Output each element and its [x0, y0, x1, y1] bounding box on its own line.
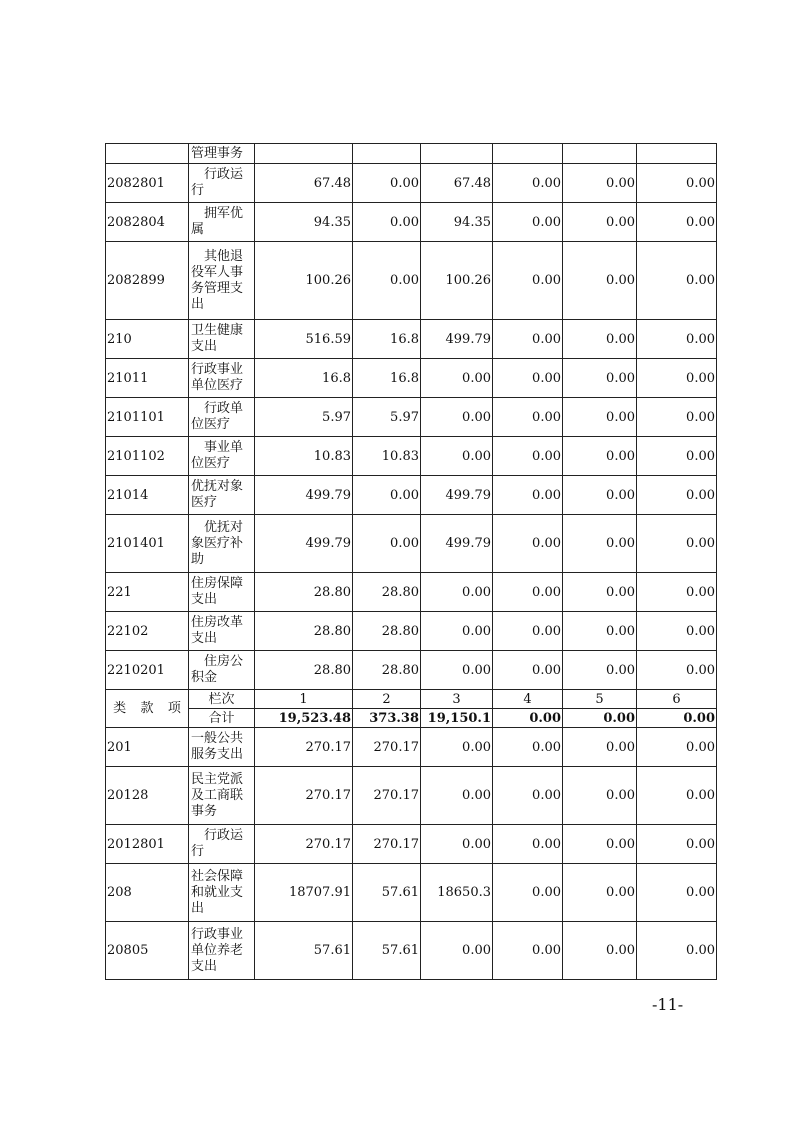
table-row	[106, 515, 717, 573]
amount-cell: 0.00	[421, 728, 493, 767]
amount-cell: 499.79	[421, 476, 493, 515]
amount-cell: 0.00	[421, 359, 493, 398]
amount-cell: 0.00	[493, 398, 563, 437]
table-row	[106, 242, 717, 320]
amount-cell: 516.59	[255, 320, 353, 359]
subject-code: 221	[106, 573, 189, 612]
subject-name: 卫生健康支出	[189, 320, 255, 359]
amount-cell: 0.00	[493, 164, 563, 203]
table-row	[106, 573, 717, 612]
subject-code: 2082899	[106, 242, 189, 320]
amount-cell: 0.00	[563, 573, 637, 612]
total-value: 373.38	[353, 709, 421, 728]
column-number: 3	[421, 690, 493, 709]
subject-code: 2101101	[106, 398, 189, 437]
amount-cell	[637, 144, 717, 164]
amount-cell: 28.80	[255, 612, 353, 651]
amount-cell: 0.00	[493, 825, 563, 864]
table-row	[106, 825, 717, 864]
amount-cell: 16.8	[353, 359, 421, 398]
page-number: -11-	[652, 995, 684, 1014]
rows-before-header	[106, 144, 717, 690]
amount-cell: 0.00	[421, 573, 493, 612]
subject-code: 21011	[106, 359, 189, 398]
amount-cell: 0.00	[493, 922, 563, 980]
amount-cell: 0.00	[637, 864, 717, 922]
amount-cell: 0.00	[637, 359, 717, 398]
amount-cell	[353, 144, 421, 164]
table-row	[106, 203, 717, 242]
amount-cell	[255, 144, 353, 164]
amount-cell: 10.83	[255, 437, 353, 476]
amount-cell	[421, 144, 493, 164]
amount-cell: 0.00	[421, 437, 493, 476]
subject-name: 社会保障和就业支出	[189, 864, 255, 922]
header-kuan: 款	[140, 701, 154, 716]
amount-cell: 0.00	[493, 651, 563, 690]
amount-cell: 100.26	[255, 242, 353, 320]
total-value: 0.00	[563, 709, 637, 728]
amount-cell: 270.17	[353, 728, 421, 767]
amount-cell: 0.00	[637, 203, 717, 242]
table-row	[106, 864, 717, 922]
header-xiang: 项	[167, 701, 181, 716]
column-index-row	[106, 690, 717, 709]
table-row	[106, 144, 717, 164]
total-row	[106, 709, 717, 728]
amount-cell: 67.48	[421, 164, 493, 203]
amount-cell: 0.00	[637, 320, 717, 359]
amount-cell: 270.17	[255, 767, 353, 825]
amount-cell: 28.80	[255, 573, 353, 612]
amount-cell: 0.00	[563, 612, 637, 651]
subject-name: 管理事务	[189, 144, 255, 164]
amount-cell: 28.80	[353, 612, 421, 651]
amount-cell: 0.00	[563, 359, 637, 398]
amount-cell: 0.00	[421, 651, 493, 690]
amount-cell: 499.79	[255, 476, 353, 515]
table-row	[106, 398, 717, 437]
amount-cell: 0.00	[493, 203, 563, 242]
column-number: 4	[493, 690, 563, 709]
amount-cell: 0.00	[563, 767, 637, 825]
amount-cell: 270.17	[255, 825, 353, 864]
table-row	[106, 767, 717, 825]
amount-cell: 0.00	[421, 767, 493, 825]
amount-cell: 0.00	[563, 242, 637, 320]
amount-cell: 0.00	[637, 651, 717, 690]
classification-header-cell	[106, 690, 189, 728]
amount-cell: 5.97	[353, 398, 421, 437]
amount-cell: 28.80	[353, 651, 421, 690]
amount-cell: 0.00	[563, 515, 637, 573]
subject-name: 其他退役军人事务管理支出	[189, 242, 255, 320]
table-row	[106, 359, 717, 398]
amount-cell: 94.35	[421, 203, 493, 242]
amount-cell: 0.00	[493, 864, 563, 922]
amount-cell: 270.17	[255, 728, 353, 767]
subject-name: 一般公共服务支出	[189, 728, 255, 767]
amount-cell: 0.00	[563, 398, 637, 437]
subject-name: 行政事业单位医疗	[189, 359, 255, 398]
subject-name: 拥军优属	[189, 203, 255, 242]
amount-cell: 0.00	[493, 515, 563, 573]
amount-cell: 0.00	[563, 203, 637, 242]
amount-cell: 0.00	[637, 728, 717, 767]
amount-cell: 0.00	[493, 612, 563, 651]
amount-cell: 0.00	[637, 164, 717, 203]
amount-cell: 0.00	[353, 515, 421, 573]
amount-cell: 94.35	[255, 203, 353, 242]
amount-cell: 270.17	[353, 825, 421, 864]
amount-cell: 0.00	[563, 320, 637, 359]
amount-cell: 0.00	[493, 320, 563, 359]
amount-cell: 0.00	[637, 825, 717, 864]
amount-cell	[493, 144, 563, 164]
amount-cell: 0.00	[637, 476, 717, 515]
amount-cell: 0.00	[637, 437, 717, 476]
table-row	[106, 320, 717, 359]
subject-name: 优抚对象医疗补助	[189, 515, 255, 573]
table-row	[106, 651, 717, 690]
amount-cell: 10.83	[353, 437, 421, 476]
total-value: 0.00	[637, 709, 717, 728]
subject-name: 住房公积金	[189, 651, 255, 690]
rows-after-header	[106, 728, 717, 980]
table-row	[106, 476, 717, 515]
amount-cell: 57.61	[353, 922, 421, 980]
amount-cell: 5.97	[255, 398, 353, 437]
subject-code	[106, 144, 189, 164]
amount-cell: 16.8	[353, 320, 421, 359]
amount-cell: 0.00	[563, 825, 637, 864]
amount-cell: 0.00	[421, 398, 493, 437]
amount-cell: 0.00	[353, 203, 421, 242]
amount-cell: 0.00	[637, 398, 717, 437]
amount-cell: 0.00	[637, 922, 717, 980]
subject-code: 2101401	[106, 515, 189, 573]
amount-cell: 0.00	[493, 728, 563, 767]
amount-cell: 0.00	[563, 476, 637, 515]
column-number: 6	[637, 690, 717, 709]
amount-cell: 57.61	[255, 922, 353, 980]
amount-cell: 270.17	[353, 767, 421, 825]
subject-name: 民主党派及工商联事务	[189, 767, 255, 825]
column-number: 1	[255, 690, 353, 709]
subject-name: 行政运行	[189, 164, 255, 203]
subject-name: 行政事业单位养老支出	[189, 922, 255, 980]
amount-cell: 0.00	[493, 437, 563, 476]
subject-code: 2101102	[106, 437, 189, 476]
amount-cell: 0.00	[563, 437, 637, 476]
amount-cell: 0.00	[493, 242, 563, 320]
amount-cell: 28.80	[353, 573, 421, 612]
amount-cell: 0.00	[421, 825, 493, 864]
column-header-block	[106, 690, 717, 728]
amount-cell: 0.00	[493, 359, 563, 398]
subject-code: 2210201	[106, 651, 189, 690]
subject-code: 2012801	[106, 825, 189, 864]
subject-name: 事业单位医疗	[189, 437, 255, 476]
subject-code: 20128	[106, 767, 189, 825]
subject-code: 20805	[106, 922, 189, 980]
amount-cell: 0.00	[353, 242, 421, 320]
amount-cell: 0.00	[493, 767, 563, 825]
subject-code: 2082804	[106, 203, 189, 242]
amount-cell: 0.00	[563, 651, 637, 690]
amount-cell: 57.61	[353, 864, 421, 922]
column-number: 5	[563, 690, 637, 709]
table-row	[106, 164, 717, 203]
subject-code: 21014	[106, 476, 189, 515]
amount-cell: 67.48	[255, 164, 353, 203]
amount-cell: 100.26	[421, 242, 493, 320]
subject-code: 210	[106, 320, 189, 359]
subject-name: 优抚对象医疗	[189, 476, 255, 515]
amount-cell: 0.00	[421, 612, 493, 651]
column-index-label: 栏次	[189, 690, 255, 709]
amount-cell: 18650.3	[421, 864, 493, 922]
amount-cell: 18707.91	[255, 864, 353, 922]
amount-cell: 0.00	[637, 515, 717, 573]
amount-cell: 0.00	[421, 922, 493, 980]
amount-cell: 499.79	[255, 515, 353, 573]
subject-name: 行政单位医疗	[189, 398, 255, 437]
amount-cell: 0.00	[493, 573, 563, 612]
amount-cell: 499.79	[421, 320, 493, 359]
table-row	[106, 437, 717, 476]
table-row	[106, 612, 717, 651]
total-value: 0.00	[493, 709, 563, 728]
amount-cell: 0.00	[493, 476, 563, 515]
amount-cell: 0.00	[637, 612, 717, 651]
total-value: 19,523.48	[255, 709, 353, 728]
budget-table	[105, 143, 717, 980]
amount-cell: 0.00	[563, 164, 637, 203]
total-value: 19,150.1	[421, 709, 493, 728]
amount-cell: 0.00	[637, 242, 717, 320]
amount-cell: 28.80	[255, 651, 353, 690]
amount-cell: 0.00	[353, 164, 421, 203]
amount-cell: 0.00	[563, 728, 637, 767]
amount-cell: 0.00	[637, 767, 717, 825]
header-lei: 类	[113, 701, 127, 716]
subject-code: 2082801	[106, 164, 189, 203]
total-label: 合计	[189, 709, 255, 728]
subject-name: 行政运行	[189, 825, 255, 864]
subject-name: 住房改革支出	[189, 612, 255, 651]
amount-cell: 0.00	[563, 922, 637, 980]
column-number: 2	[353, 690, 421, 709]
amount-cell	[563, 144, 637, 164]
amount-cell: 0.00	[637, 573, 717, 612]
amount-cell: 0.00	[563, 864, 637, 922]
amount-cell: 16.8	[255, 359, 353, 398]
table-row	[106, 922, 717, 980]
subject-code: 22102	[106, 612, 189, 651]
subject-code: 201	[106, 728, 189, 767]
amount-cell: 0.00	[353, 476, 421, 515]
subject-code: 208	[106, 864, 189, 922]
subject-name: 住房保障支出	[189, 573, 255, 612]
amount-cell: 499.79	[421, 515, 493, 573]
table-row	[106, 728, 717, 767]
